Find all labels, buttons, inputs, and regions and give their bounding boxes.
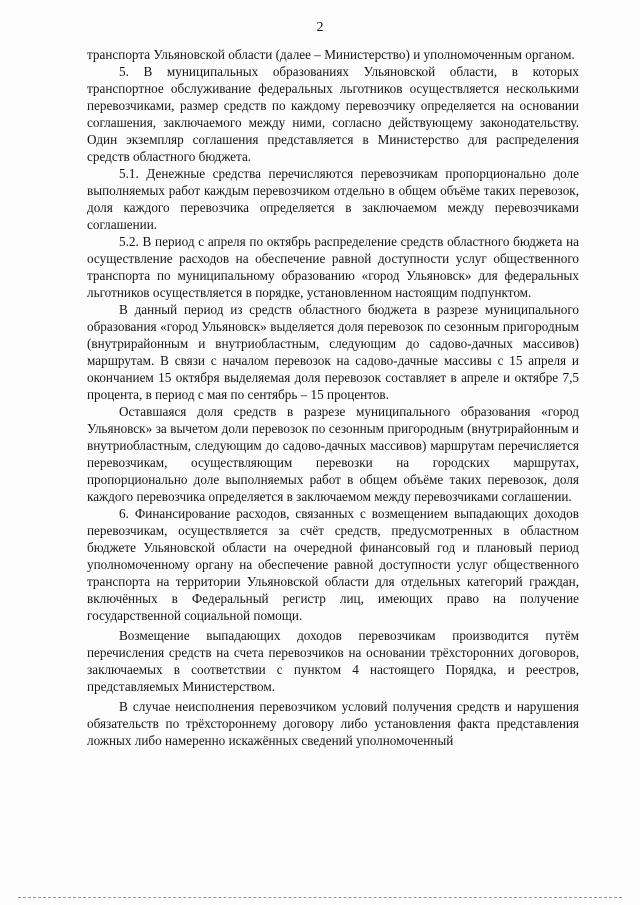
paragraph-non-fulfillment: В случае неисполнения перевозчиком условий получения средств и нарушения обязательств по трёхстороннему договору либо установления факта представления ложных либо намеренно искажённых сведений уполномоченный: [87, 699, 579, 748]
page-bottom-edge: [18, 897, 622, 898]
paragraph-item-6: 6. Финансирование расходов, связанных с возмещением выпадающих доходов перевозчикам, осуществляется за счёт средств, предусмотренных в областном бюджете Ульяновской области на очередной финансовый год и плановый период уполномоченному органу на обеспечение равной доступности услуг общественного транспорта на территории Ульяновской области для отдельных категорий граждан, включённых в Федеральный регистр лиц, имеющих право на получение государственной социальной помощи.: [87, 506, 579, 623]
paragraph-item-5-1: 5.1. Денежные средства перечисляются перевозчикам пропорционально доле выполняемых работ каждым перевозчиком отдельно в общем объёме таких перевозок, доля каждого перевозчика определяется в заключаемом между перевозчиками соглашении.: [87, 166, 579, 232]
paragraph-seasonal-share: В данный период из средств областного бюджета в разрезе муниципального образования «город Ульяновск» выделяется доля перевозок по сезонным пригородным (внутрирайонным и внутриобластным, следующим до садово-дачных массивов) маршрутам. В связи с началом перевозок на садово-дачные массивы с 15 апреля и окончанием 15 октября выделяемая доля перевозок составляет в апреле и октябре 7,5 процента, в период с мая по сентябрь – 15 процентов.: [87, 302, 579, 402]
paragraph-item-5-2: 5.2. В период с апреля по октябрь распределение средств областного бюджета на осуществление расходов на обеспечение равной доступности услуг общественного транспорта по муниципальному образованию «город Ульяновск» для федеральных льготников осуществляется в порядке, установленном настоящим подпунктом.: [87, 234, 579, 300]
paragraph-continuation: транспорта Ульяновской области (далее – Министерство) и уполномоченным органом.: [87, 47, 575, 62]
paragraph-item-5: 5. В муниципальных образованиях Ульяновской области, в которых транспортное обслуживание федеральных льготников осуществляется несколькими перевозчиками, размер средств по каждому перевозчику определяется на основании соглашения, заключаемого между ними, согласно действующему законодательству. Один экземпляр соглашения представляется в Министерство для распределения средств областного бюджета.: [87, 64, 579, 164]
page-number: 2: [316, 20, 324, 35]
paragraph-remaining-share: Оставшаяся доля средств в разрезе муниципального образования «город Ульяновск» за вычетом доли перевозок по сезонным пригородным (внутрирайонным и внутриобластным, следующим до садово-дачных массивов) маршрутам перечисляется перевозчикам, осуществляющим перевозки на городских маршрутах, пропорционально доле выполняемых работ в общем объёме таких перевозок, доля каждого перевозчика определяется в заключаемом между перевозчиками соглашении.: [87, 404, 579, 504]
paragraph-compensation: Возмещение выпадающих доходов перевозчикам производится путём перечисления средств на счета перевозчиков на основании трёхсторонних договоров, заключаемых в соответствии с пунктом 4 настоящего Порядка, и реестров, представляемых Министерством.: [87, 628, 579, 694]
document-body: [87, 46, 579, 749]
